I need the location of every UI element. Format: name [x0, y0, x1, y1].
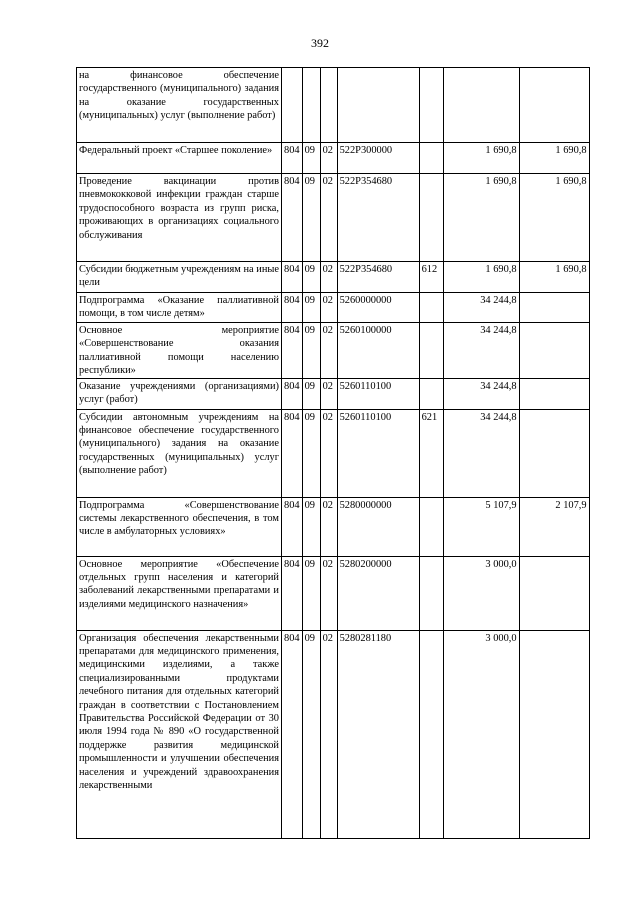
ministry-code: 804 [282, 293, 303, 323]
ministry-code [282, 68, 303, 143]
table-row [77, 630, 590, 838]
table-row [77, 378, 590, 409]
section-code: 09 [302, 323, 320, 379]
expense-type-code [419, 174, 443, 262]
table-row [77, 68, 590, 143]
subsection-code: 02 [320, 497, 337, 556]
table-row [77, 556, 590, 630]
expense-type-code [419, 293, 443, 323]
subsection-code: 02 [320, 323, 337, 379]
amount-1: 3 000,0 [443, 556, 519, 630]
amount-2 [519, 323, 589, 379]
subsection-code: 02 [320, 409, 337, 497]
target-article-code: 5280000000 [337, 497, 419, 556]
section-code: 09 [302, 262, 320, 293]
section-code: 09 [302, 378, 320, 409]
amount-1: 1 690,8 [443, 262, 519, 293]
table-row [77, 409, 590, 497]
section-code: 09 [302, 409, 320, 497]
table-row [77, 262, 590, 293]
table-row [77, 293, 590, 323]
expense-type-code [419, 378, 443, 409]
section-code [302, 68, 320, 143]
ministry-code: 804 [282, 556, 303, 630]
ministry-code: 804 [282, 630, 303, 838]
row-name: Основное мероприятие «Совершенствование оказания паллиативной помощи населению республики» [77, 323, 282, 379]
expense-type-code [419, 556, 443, 630]
row-name: на финансовое обеспечение государственного (муниципального) задания на оказание государственных (муниципальных) услуг (выполнение работ) [77, 68, 282, 143]
table-row [77, 174, 590, 262]
row-name: Оказание учреждениями (организациями) услуг (работ) [77, 378, 282, 409]
amount-1: 34 244,8 [443, 293, 519, 323]
section-code: 09 [302, 293, 320, 323]
amount-2 [519, 556, 589, 630]
amount-2 [519, 293, 589, 323]
amount-2: 1 690,8 [519, 262, 589, 293]
amount-1: 5 107,9 [443, 497, 519, 556]
amount-2 [519, 68, 589, 143]
subsection-code: 02 [320, 293, 337, 323]
ministry-code: 804 [282, 323, 303, 379]
amount-1: 3 000,0 [443, 630, 519, 838]
expense-type-code [419, 68, 443, 143]
amount-2: 2 107,9 [519, 497, 589, 556]
section-code: 09 [302, 497, 320, 556]
row-name: Субсидии автономным учреждениям на финансовое обеспечение государственного (муниципального) задания на оказание государственных (муниципальных) услуг (выполнение работ) [77, 409, 282, 497]
section-code: 09 [302, 174, 320, 262]
row-name: Основное мероприятие «Обеспечение отдельных групп населения и категорий заболеваний лекарственными препаратами и изделиями медицинского назначения» [77, 556, 282, 630]
amount-1: 1 690,8 [443, 174, 519, 262]
expense-type-code [419, 323, 443, 379]
subsection-code: 02 [320, 378, 337, 409]
row-name: Организация обеспечения лекарственными препаратами для медицинского применения, медицинскими изделиями, а также специализированными продуктами лечебного питания для отдельных категорий граждан в соответствии с Постановлением Правительства Российской Федерации от 30 июля 1994 года № 890 «О государственной поддержке развития медицинской промышленности и улучшении обеспечения населения и учреждений здравоохранения лекарственными [77, 630, 282, 838]
target-article-code: 522P300000 [337, 143, 419, 174]
subsection-code: 02 [320, 556, 337, 630]
amount-2 [519, 630, 589, 838]
row-name: Подпрограмма «Оказание паллиативной помощи, в том числе детям» [77, 293, 282, 323]
ministry-code: 804 [282, 409, 303, 497]
ministry-code: 804 [282, 143, 303, 174]
amount-1: 34 244,8 [443, 409, 519, 497]
expense-type-code [419, 497, 443, 556]
target-article-code: 522P354680 [337, 262, 419, 293]
table-row [77, 497, 590, 556]
ministry-code: 804 [282, 262, 303, 293]
amount-2: 1 690,8 [519, 143, 589, 174]
target-article-code: 5260110100 [337, 378, 419, 409]
amount-1: 1 690,8 [443, 143, 519, 174]
target-article-code: 522P354680 [337, 174, 419, 262]
expense-type-code: 621 [419, 409, 443, 497]
table-row [77, 143, 590, 174]
page-number: 392 [311, 36, 329, 50]
amount-2 [519, 409, 589, 497]
ministry-code: 804 [282, 378, 303, 409]
target-article-code: 5280200000 [337, 556, 419, 630]
expense-type-code: 612 [419, 262, 443, 293]
target-article-code [337, 68, 419, 143]
target-article-code: 5280281180 [337, 630, 419, 838]
row-name: Федеральный проект «Старшее поколение» [77, 143, 282, 174]
expense-type-code [419, 143, 443, 174]
row-name: Подпрограмма «Совершенствование системы лекарственного обеспечения, в том числе в амбулаторных условиях» [77, 497, 282, 556]
amount-1 [443, 68, 519, 143]
target-article-code: 5260110100 [337, 409, 419, 497]
table-row [77, 323, 590, 379]
amount-2 [519, 378, 589, 409]
subsection-code: 02 [320, 143, 337, 174]
amount-2: 1 690,8 [519, 174, 589, 262]
subsection-code: 02 [320, 262, 337, 293]
section-code: 09 [302, 556, 320, 630]
amount-1: 34 244,8 [443, 323, 519, 379]
subsection-code: 02 [320, 630, 337, 838]
subsection-code: 02 [320, 174, 337, 262]
subsection-code [320, 68, 337, 143]
target-article-code: 5260100000 [337, 323, 419, 379]
row-name: Проведение вакцинации против пневмококковой инфекции граждан старше трудоспособного возраста из групп риска, проживающих в организациях социального обслуживания [77, 174, 282, 262]
amount-1: 34 244,8 [443, 378, 519, 409]
section-code: 09 [302, 143, 320, 174]
ministry-code: 804 [282, 497, 303, 556]
section-code: 09 [302, 630, 320, 838]
row-name: Субсидии бюджетным учреждениям на иные цели [77, 262, 282, 293]
target-article-code: 5260000000 [337, 293, 419, 323]
ministry-code: 804 [282, 174, 303, 262]
expense-type-code [419, 630, 443, 838]
budget-table [76, 67, 590, 839]
